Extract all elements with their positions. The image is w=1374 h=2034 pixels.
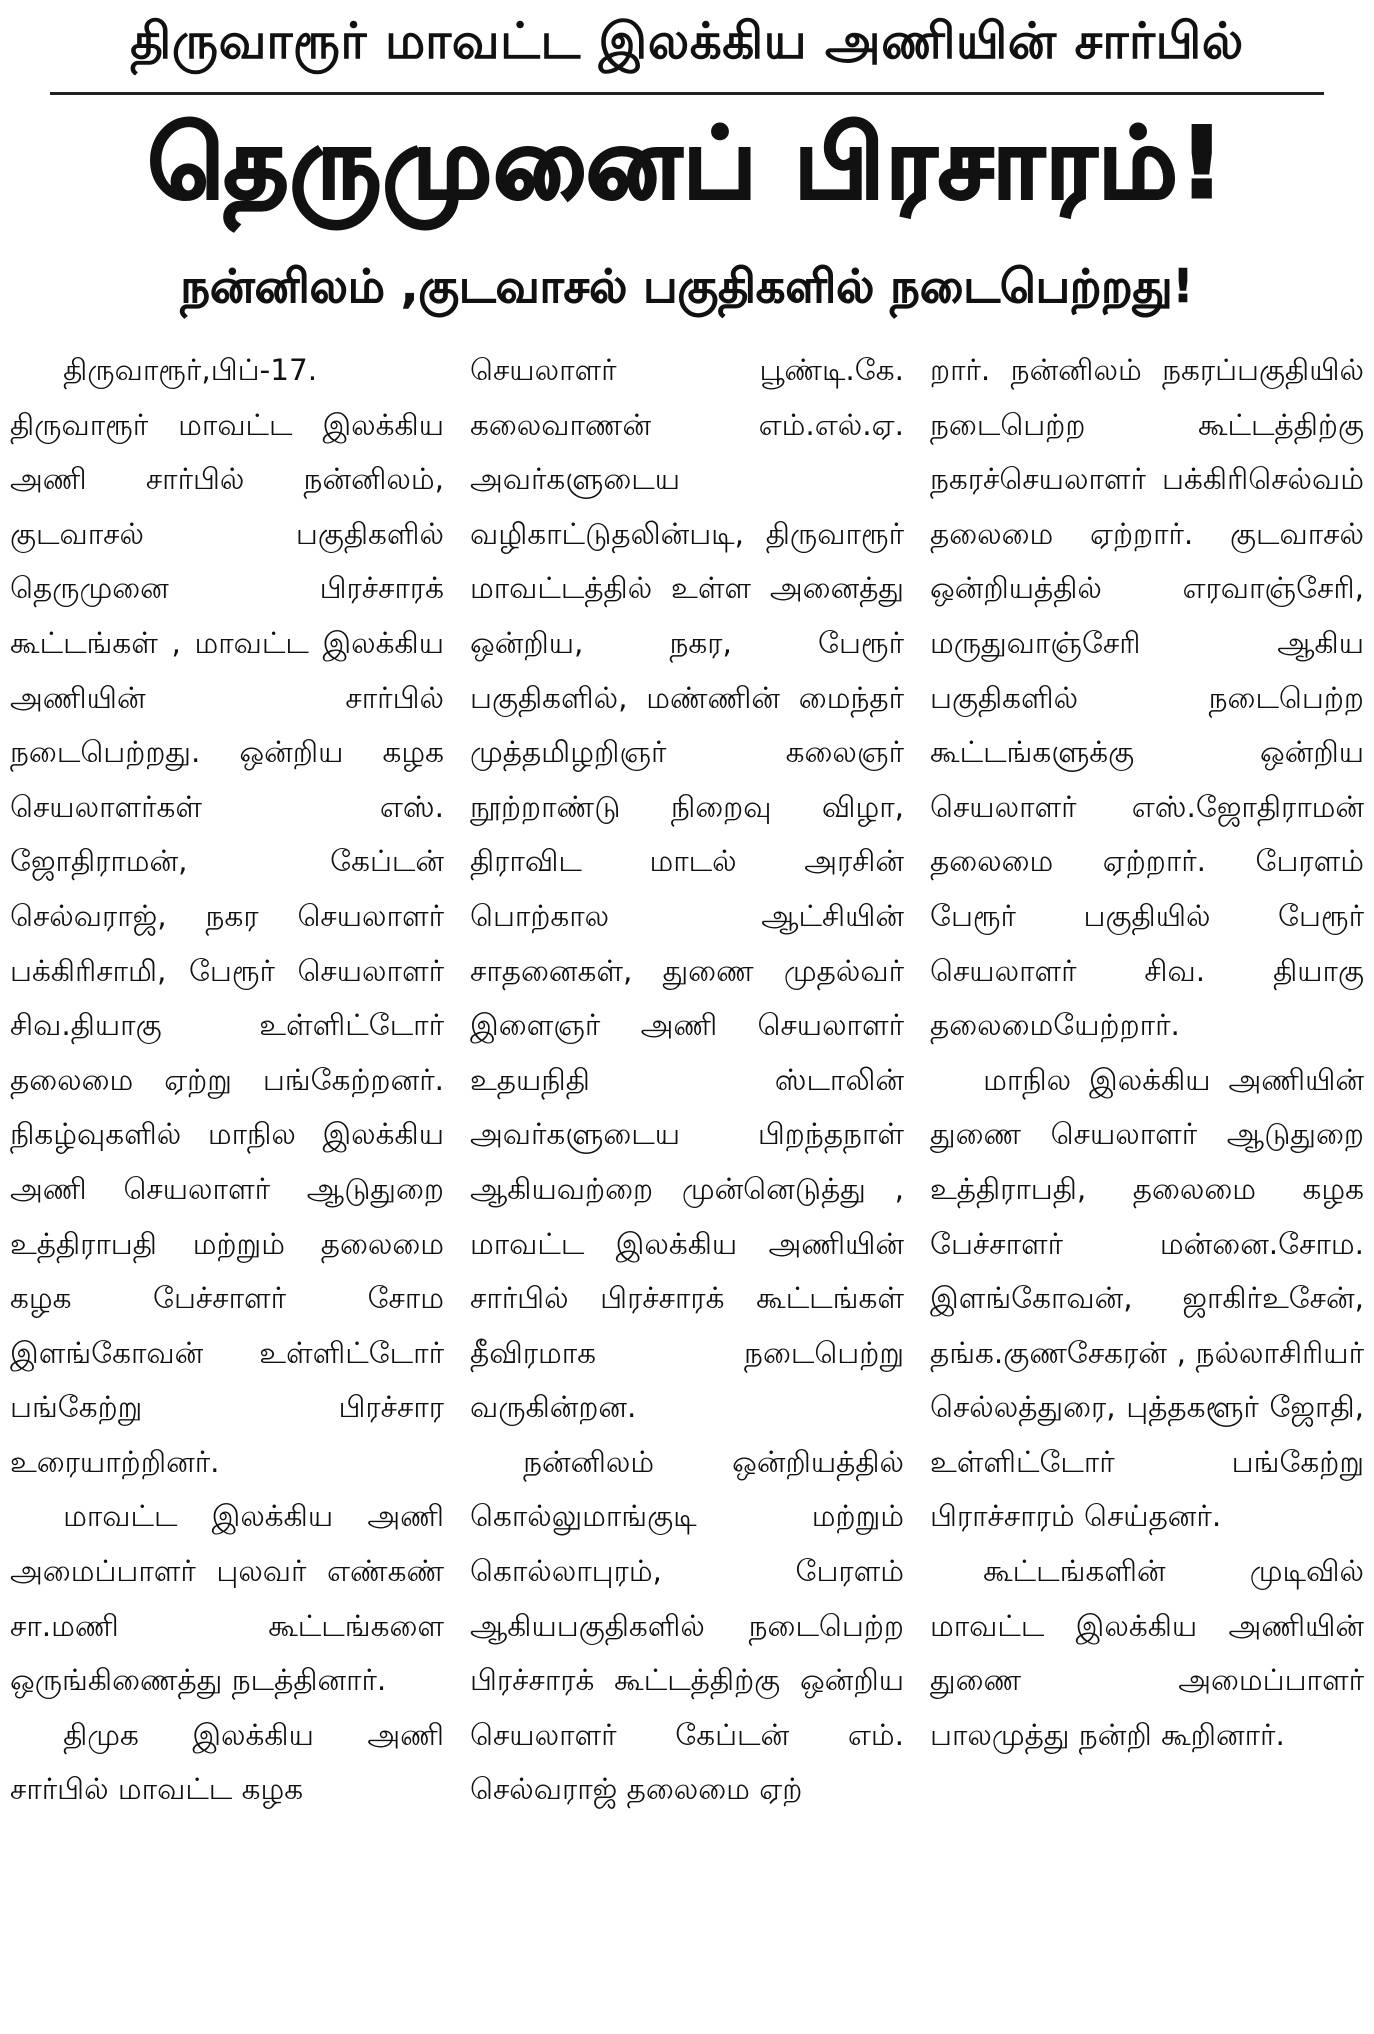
paragraph: நன்னிலம் ஒன்றியத்தில் கொல்லுமாங்குடி மற்றும் கொல்லாபுரம், பேரளம் ஆகியபகுதிகளில் நடைபெற்ற பிரச்சாரக் கூட்டத்திற்கு ஒன்றிய செயலாளர் கேப்டன் எம். செல்வராஜ் தலைமை ஏற் xyxy=(470,1444,904,1807)
article-column-2 xyxy=(470,343,904,2023)
article-body xyxy=(10,343,1364,2023)
article-column-3 xyxy=(930,343,1364,2023)
paragraph: கூட்டங்களின் முடிவில் மாவட்ட இலக்கிய அணியின் துணை அமைப்பாளர் பாலமுத்து நன்றி கூறினார். xyxy=(930,1554,1364,1752)
paragraph: செயலாளர் பூண்டி.கே. கலைவாணன் எம்.எல்.ஏ. அவர்களுடைய வழிகாட்டுதலின்படி, திருவாரூர் மாவட்டத்தில் உள்ள அனைத்து ஒன்றிய, நகர, பேரூர் பகுதிகளில், மண்ணின் மைந்தர் முத்தமிழறிஞர் கலைஞர் நூற்றாண்டு நிறைவு விழா, திராவிட மாடல் அரசின் பொற்கால ஆட்சியின் சாதனைகள், துணை முதல்வர் இளைஞர் அணி செயலாளர் உதயநிதி ஸ்டாலின் அவர்களுடைய பிறந்தநாள் ஆகியவற்றை முன்னெடுத்து , மாவட்ட இலக்கிய அணியின் சார்பில் பிரச்சாரக் கூட்டங்கள் தீவிரமாக நடைபெற்று வருகின்றன. xyxy=(470,353,904,1425)
paragraph: மாவட்ட இலக்கிய அணி அமைப்பாளர் புலவர் எண்கண் சா.மணி கூட்டங்களை ஒருங்கிணைத்து நடத்தினார். xyxy=(10,1499,444,1698)
paragraph: மாநில இலக்கிய அணியின் துணை செயலாளர் ஆடுதுறை உத்திராபதி, தலைமை கழக பேச்சாளர் மன்னை.சோம. இளங்கோவன், ஜாகிர்உசேன், தங்க.குணசேகரன் , நல்லாசிரியர் செல்லத்துரை, புத்தகளூர் ஜோதி, உள்ளிட்டோர் பங்கேற்று பிராச்சாரம் செய்தனர். xyxy=(930,1062,1364,1534)
paragraph: றார். நன்னிலம் நகரப்பகுதியில் நடைபெற்ற கூட்டத்திற்கு நகரச்செயலாளர் பக்கிரிசெல்வம் தலைமை ஏற்றார். குடவாசல் ஒன்றியத்தில் எரவாஞ்சேரி, மருதுவாஞ்சேரி ஆகிய பகுதிகளில் நடைபெற்ற கூட்டங்களுக்கு ஒன்றிய செயலாளர் எஸ்.ஜோதிராமன் தலைமை ஏற்றார். பேரளம் பேரூர் பகுதியில் பேரூர் செயலாளர் சிவ. தியாகு தலைமையேற்றார். xyxy=(930,353,1364,1043)
paragraph: திருவாரூர்,பிப்-17. திருவாரூர் மாவட்ட இலக்கிய அணி சார்பில் நன்னிலம், குடவாசல் பகுதிகளில் தெருமுனை பிரச்சாரக் கூட்டங்கள் , மாவட்ட இலக்கிய அணியின் சார்பில் நடைபெற்றது. ஒன்றிய கழக செயலாளர்கள் எஸ். ஜோதிராமன், கேப்டன் செல்வராஜ், நகர செயலாளர் பக்கிரிசாமி, பேரூர் செயலாளர் சிவ.தியாகு உள்ளிட்டோர் தலைமை ஏற்று பங்கேற்றனர். நிகழ்வுகளில் மாநில இலக்கிய அணி செயலாளர் ஆடுதுறை உத்திராபதி மற்றும் தலைமை கழக பேச்சாளர் சோம இளங்கோவன் உள்ளிட்டோர் பங்கேற்று பிரச்சார உரையாற்றினர். xyxy=(10,353,444,1479)
article-column-1 xyxy=(10,343,444,2023)
paragraph: திமுக இலக்கிய அணி சார்பில் மாவட்ட கழக xyxy=(10,1717,444,1807)
subheadline: நன்னிலம் ,குடவாசல் பகுதிகளில் நடைபெற்றது! xyxy=(180,258,1194,313)
kicker-line: திருவாரூர் மாவட்ட இலக்கிய அணியின் சார்பில் xyxy=(130,11,1244,70)
headline: தெருமுனைப் பிரசாரம்! xyxy=(147,106,1227,221)
